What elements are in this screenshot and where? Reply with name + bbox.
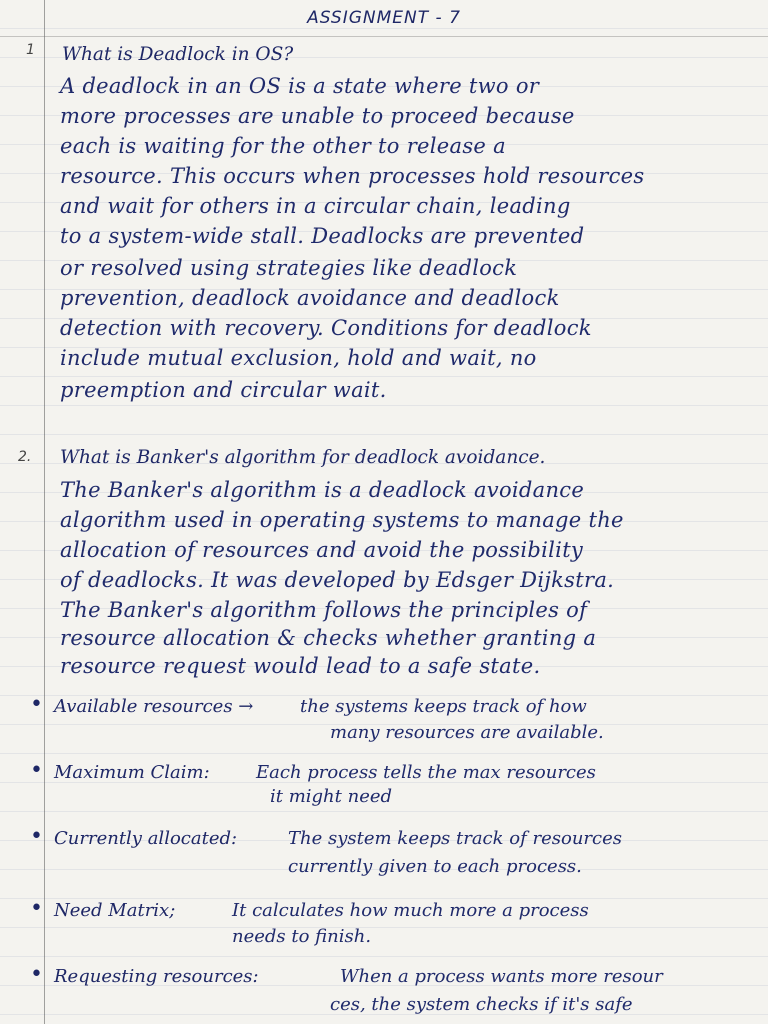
answer-line: or resolved using strategies like deadlock — [60, 256, 518, 280]
answer-line: A deadlock in an OS is a state where two or — [60, 74, 540, 98]
assignment-heading: ASSIGNMENT - 7 — [307, 8, 461, 28]
answer-line: more processes are unable to proceed because — [60, 104, 575, 128]
answer-line: resource request would lead to a safe state. — [60, 654, 541, 678]
answer-line: of deadlocks. It was developed by Edsger Dijkstra. — [60, 568, 615, 592]
bullet-icon: • — [30, 896, 43, 921]
bullet-desc: ces, the system checks if it's safe — [330, 994, 633, 1015]
question-number: 2. — [18, 449, 32, 465]
bullet-icon: • — [30, 824, 43, 849]
question-text: What is Banker's algorithm for deadlock avoidance. — [60, 447, 546, 468]
answer-line: include mutual exclusion, hold and wait, no — [60, 346, 537, 370]
bullet-desc: When a process wants more resour — [340, 966, 663, 987]
answer-line: The Banker's algorithm is a deadlock avoidance — [60, 478, 585, 502]
margin-line — [44, 0, 45, 1024]
bullet-desc: currently given to each process. — [288, 856, 582, 877]
bullet-term: Currently allocated: — [54, 828, 238, 849]
bullet-icon: • — [30, 962, 43, 987]
bullet-term: Requesting resources: — [54, 966, 259, 987]
bullet-term: Available resources → — [54, 696, 254, 717]
bullet-icon: • — [30, 758, 43, 783]
answer-line: algorithm used in operating systems to manage the — [60, 508, 624, 532]
bullet-desc: It calculates how much more a process — [232, 900, 589, 921]
top-rule — [0, 36, 768, 37]
answer-line: detection with recovery. Conditions for deadlock — [60, 316, 592, 340]
bullet-desc: needs to finish. — [232, 926, 372, 947]
answer-line: to a system-wide stall. Deadlocks are prevented — [60, 224, 585, 248]
bullet-icon: • — [30, 692, 43, 717]
bullet-desc: The system keeps track of resources — [288, 828, 622, 849]
answer-line: and wait for others in a circular chain, leading — [60, 194, 571, 218]
answer-line: preemption and circular wait. — [60, 378, 387, 402]
question-number: 1 — [26, 42, 35, 58]
answer-line: each is waiting for the other to release a — [60, 134, 506, 158]
bullet-term: Need Matrix; — [54, 900, 176, 921]
answer-line: resource allocation & checks whether granting a — [60, 626, 597, 650]
question-text: What is Deadlock in OS? — [62, 44, 294, 65]
bullet-desc: many resources are available. — [330, 722, 604, 743]
answer-line: The Banker's algorithm follows the principles of — [60, 598, 588, 622]
bullet-desc: Each process tells the max resources — [256, 762, 596, 783]
bullet-desc: it might need — [270, 786, 393, 807]
bullet-term: Maximum Claim: — [54, 762, 210, 783]
bullet-desc: the systems keeps track of how — [300, 696, 587, 717]
answer-line: resource. This occurs when processes hold resources — [60, 164, 645, 188]
answer-line: allocation of resources and avoid the possibility — [60, 538, 584, 562]
answer-line: prevention, deadlock avoidance and deadlock — [60, 286, 560, 310]
